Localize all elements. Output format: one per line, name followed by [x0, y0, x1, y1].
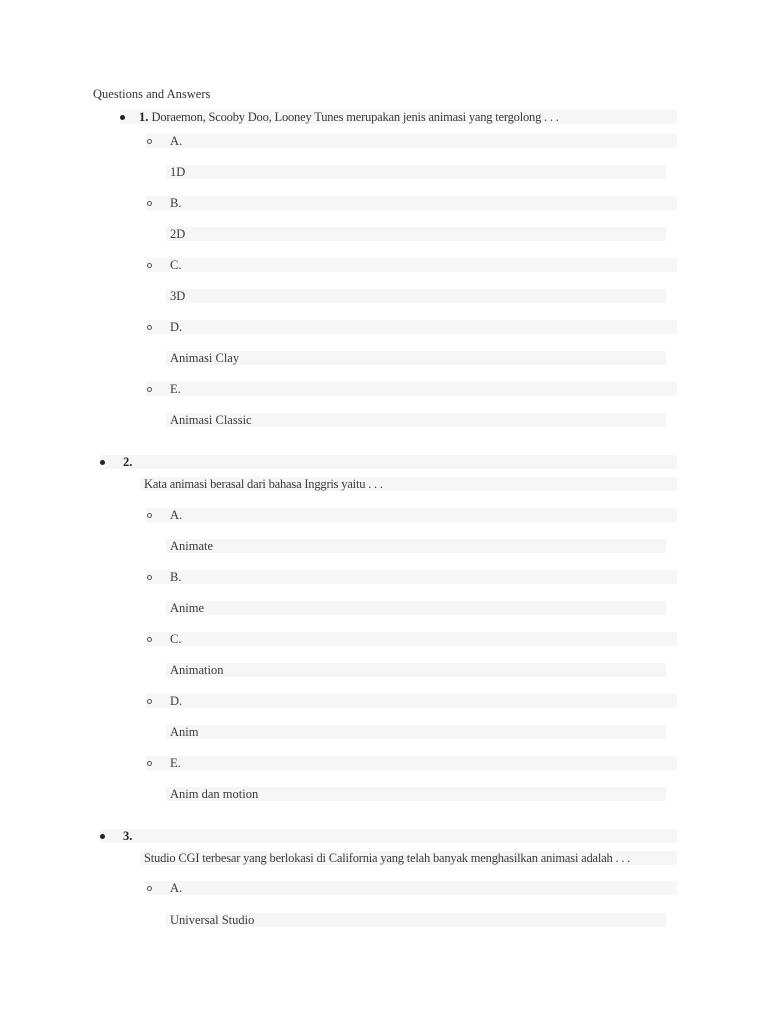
bullet — [100, 460, 105, 465]
row-band — [100, 455, 677, 469]
option-letter: A. — [170, 134, 183, 148]
option-answer: Animasi Clay — [170, 351, 240, 365]
option-marker — [147, 575, 152, 580]
page-heading: Questions and Answers — [93, 87, 211, 101]
option-letter: B. — [170, 570, 182, 584]
row-band — [100, 829, 677, 843]
option-letter: B. — [170, 196, 182, 210]
option-answer: 3D — [170, 289, 186, 303]
question-number: 3. — [123, 829, 133, 843]
option-letter: E. — [170, 756, 181, 770]
option-letter: D. — [170, 694, 183, 708]
option-marker — [147, 761, 152, 766]
option-answer: Animate — [170, 539, 214, 553]
option-answer: Anim — [170, 725, 199, 739]
option-letter: C. — [170, 258, 182, 272]
option-answer: Animation — [170, 663, 224, 677]
question-number: 1. — [139, 110, 149, 124]
option-answer: Anime — [170, 601, 205, 615]
question-text: Studio CGI terbesar yang berlokasi di California yang telah banyak menghasilkan animasi adalah . . . — [144, 851, 631, 865]
option-marker — [147, 139, 152, 144]
option-answer: 2D — [170, 227, 186, 241]
option-marker — [147, 699, 152, 704]
bullet — [120, 115, 125, 120]
option-marker — [147, 201, 152, 206]
question-number: 2. — [123, 455, 133, 469]
question-text: Kata animasi berasal dari bahasa Inggris yaitu . . . — [144, 477, 383, 491]
option-answer: 1D — [170, 165, 186, 179]
option-answer: Anim dan motion — [170, 787, 259, 801]
option-marker — [147, 637, 152, 642]
option-letter: A. — [170, 881, 183, 895]
option-letter: E. — [170, 382, 181, 396]
option-marker — [147, 513, 152, 518]
option-marker — [147, 886, 152, 891]
option-marker — [147, 263, 152, 268]
option-answer: Animasi Classic — [170, 413, 252, 427]
option-marker — [147, 387, 152, 392]
bullet — [100, 834, 105, 839]
option-marker — [147, 325, 152, 330]
option-letter: D. — [170, 320, 183, 334]
option-answer: Universal Studio — [170, 913, 255, 927]
question-text: Doraemon, Scooby Doo, Looney Tunes merupakan jenis animasi yang tergolong . . . — [151, 110, 559, 124]
option-letter: C. — [170, 632, 182, 646]
option-letter: A. — [170, 508, 183, 522]
